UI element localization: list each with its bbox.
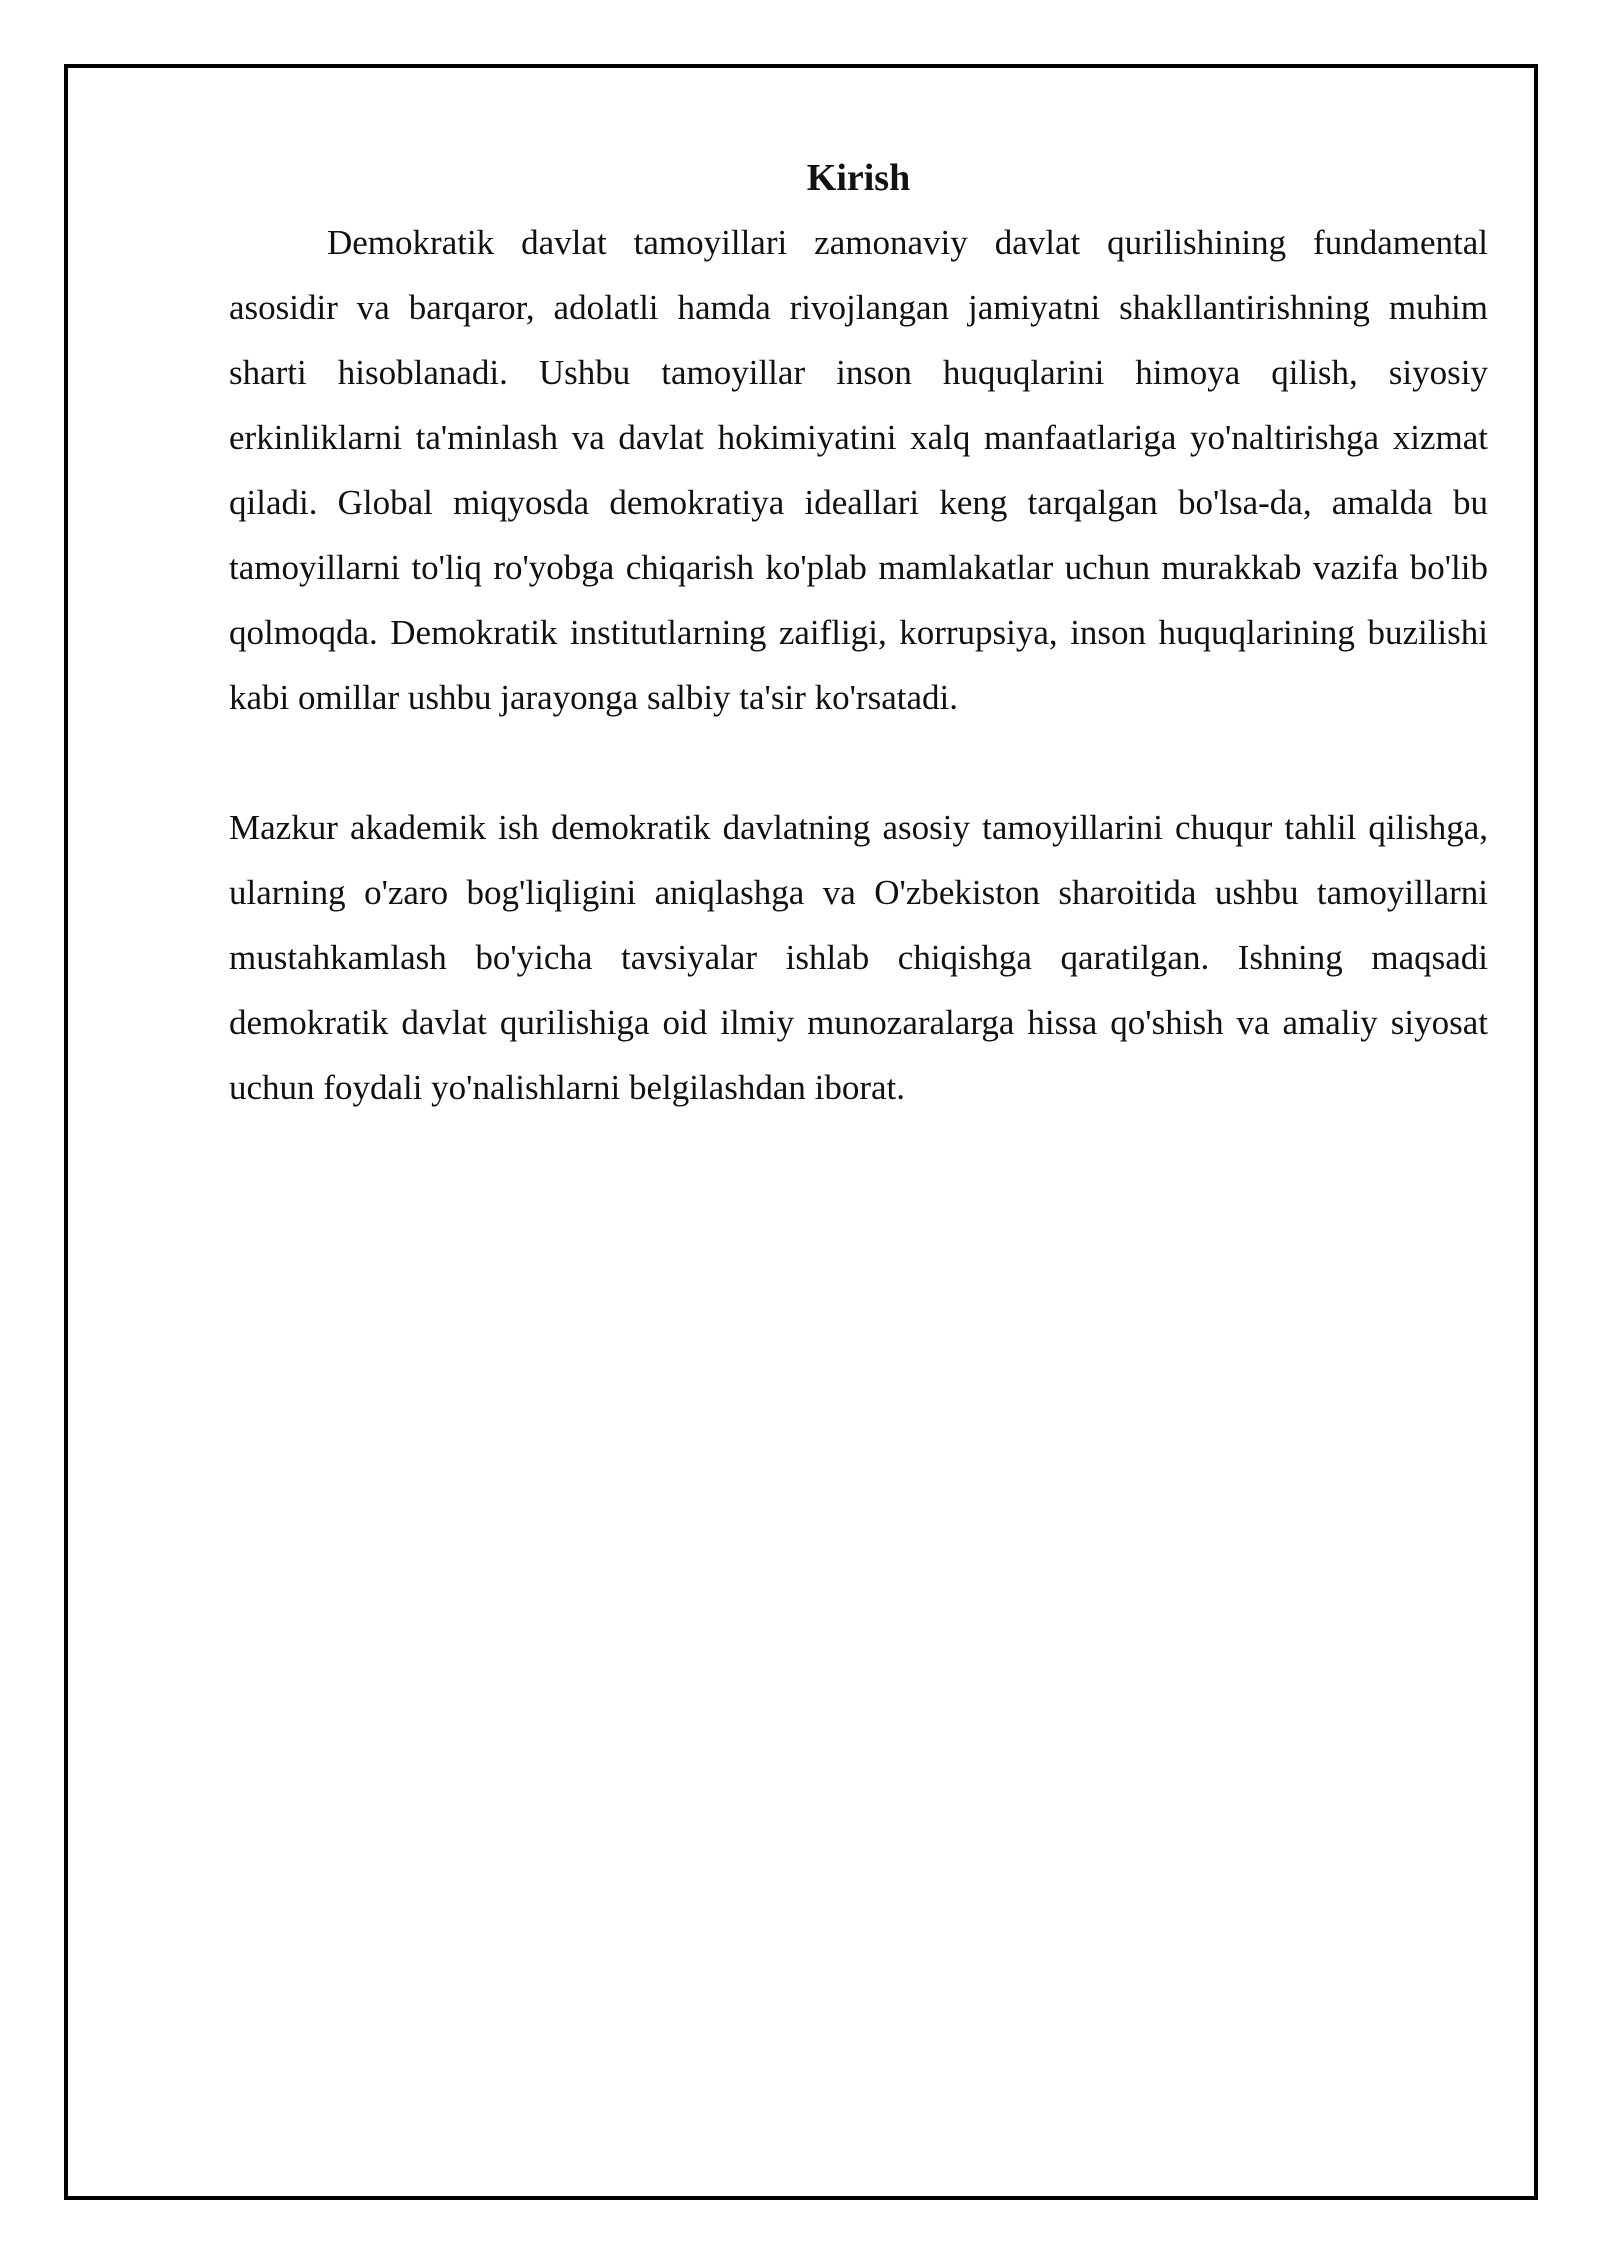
paragraph-spacer <box>229 730 1488 795</box>
paragraph-purpose: Mazkur akademik ish demokratik davlatning asosiy tamoyillarini chuqur tahlil qilishga, ularning o'zaro bog'liqligini aniqlashga va O'zbekiston sharoitida ushbu tamoyillarni mustahkamlash bo'yicha tavsiyalar ishlab chiqishga qaratilgan. Ishning maqsadi demokratik davlat qurilishiga oid ilmiy munozaralarga hissa qo'shish va amaliy siyosat uchun foydali yo'nalishlarni belgilashdan iborat. <box>229 808 1488 1107</box>
document-title: Kirish <box>806 157 911 199</box>
paragraph-intro: Demokratik davlat tamoyillari zamonaviy davlat qurilishining fundamental asosidir va barqaror, adolatli hamda rivojlangan jamiyatni shakllantirishning muhim sharti hisoblanadi. Ushbu tamoyillar inson huquqlarini himoya qilish, siyosiy erkinliklarni ta'minlash va davlat hokimiyatini xalq manfaatlariga yo'naltirishga xizmat qiladi. Global miqyosda demokratiya ideallari keng tarqalgan bo'lsa-da, amalda bu tamoyillarni to'liq ro'yobga chiqarish ko'plab mamlakatlar uchun murakkab vazifa bo'lib qolmoqda. Demokratik institutlarning zaifligi, korrupsiya, inson huquqlarining buzilishi kabi omillar ushbu jarayonga salbiy ta'sir ko'rsatadi. <box>229 223 1488 717</box>
document-body <box>229 150 1488 1120</box>
